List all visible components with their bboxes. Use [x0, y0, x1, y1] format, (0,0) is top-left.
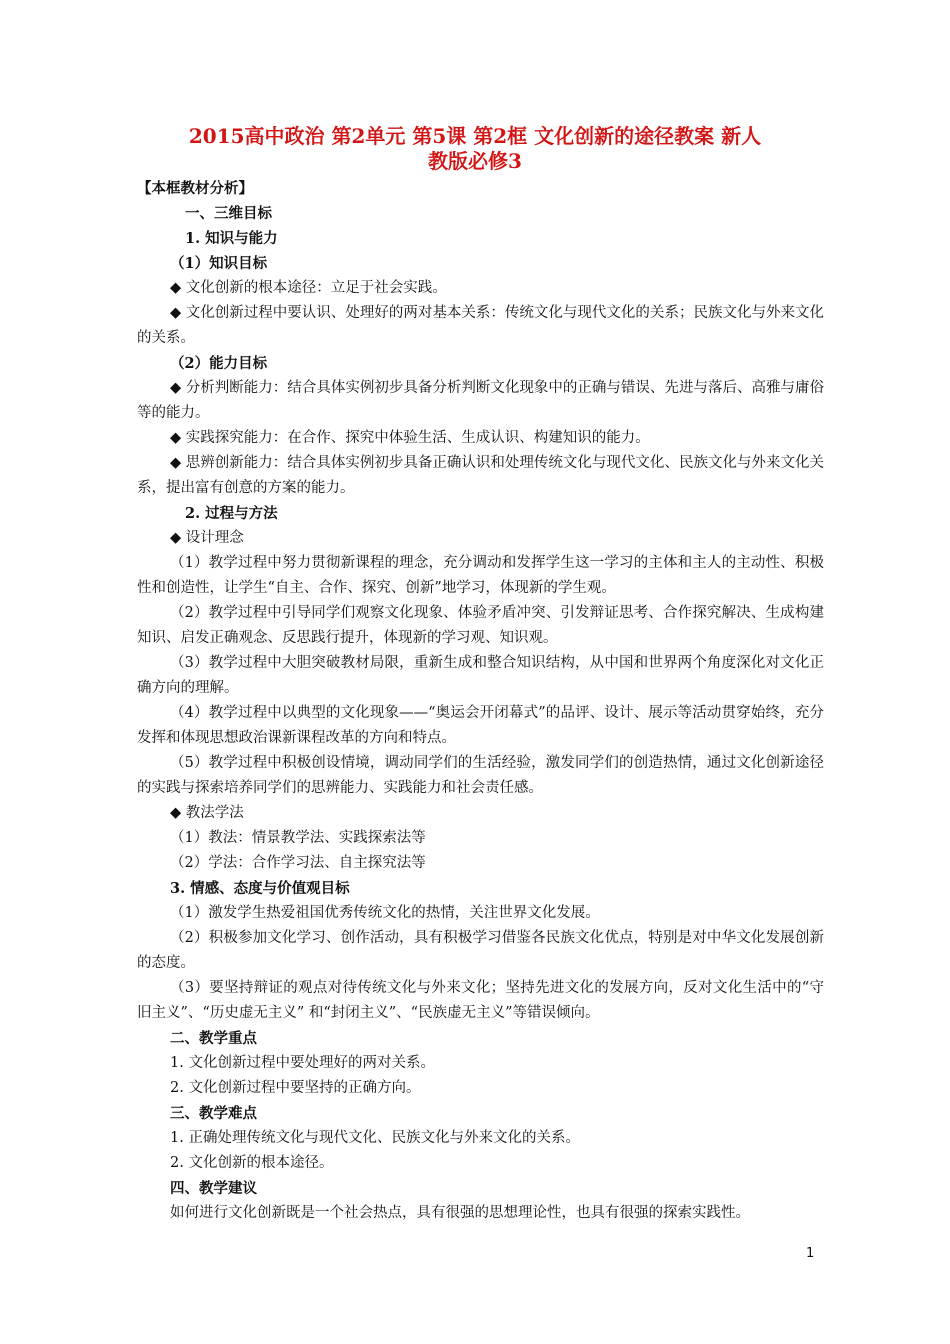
body-paragraph: 1. 正确处理传统文化与现代文化、民族文化与外来文化的关系。 — [170, 1130, 580, 1146]
body-paragraph: （2）积极参加文化学习、创作活动，具有积极学习借鉴各民族文化优点，特别是对中华文化发展创新的态度。 — [137, 930, 824, 971]
body-paragraph: ◆ 文化创新的根本途径：立足于社会实践。 — [170, 280, 447, 296]
body-paragraph: 1. 文化创新过程中要处理好的两对关系。 — [170, 1055, 435, 1071]
body-paragraph: （3）教学过程中大胆突破教材局限，重新生成和整合知识结构，从中国和世界两个角度深化对文化正确方向的理解。 — [137, 655, 824, 696]
section-heading: （1）知识目标 — [170, 255, 268, 272]
body-paragraph: （4）教学过程中以典型的文化现象——“奥运会开闭幕式”的品评、设计、展示等活动贯穿始终，充分发挥和体现思想政治课新课程改革的方向和特点。 — [137, 705, 824, 746]
section-heading: 【本框教材分析】 — [137, 180, 253, 197]
body-paragraph: ◆ 分析判断能力：结合具体实例初步具备分析判断文化现象中的正确与错误、先进与落后、高雅与庸俗等的能力。 — [137, 380, 824, 421]
body-paragraph: 如何进行文化创新既是一个社会热点，具有很强的思想理论性，也具有很强的探索实践性。 — [170, 1205, 750, 1221]
body-paragraph: ◆ 设计理念 — [170, 530, 244, 546]
page-number: 1 — [806, 1246, 815, 1261]
section-heading: 1. 知识与能力 — [185, 230, 278, 247]
body-paragraph: （2）教学过程中引导同学们观察文化现象、体验矛盾冲突、引发辩证思考、合作探究解决、生成构建知识、启发正确观念、反思践行提升，体现新的学习观、知识观。 — [137, 605, 824, 646]
section-heading: 3. 情感、态度与价值观目标 — [170, 880, 350, 897]
body-paragraph: ◆ 文化创新过程中要认识、处理好的两对基本关系：传统文化与现代文化的关系；民族文化与外来文化的关系。 — [137, 305, 824, 346]
document-body — [137, 176, 824, 1226]
section-heading: 三、教学难点 — [170, 1105, 257, 1122]
document-title — [120, 124, 830, 174]
section-heading: 一、三维目标 — [185, 205, 272, 222]
body-paragraph: 2. 文化创新的根本途径。 — [170, 1155, 334, 1171]
section-heading: 2. 过程与方法 — [185, 505, 278, 522]
body-paragraph: （2）学法：合作学习法、自主探究法等 — [170, 855, 426, 871]
body-paragraph: （1）教学过程中努力贯彻新课程的理念，充分调动和发挥学生这一学习的主体和主人的主动性、积极性和创造性，让学生“自主、合作、探究、创新”地学习，体现新的学生观。 — [137, 555, 824, 596]
body-paragraph: 2. 文化创新过程中要坚持的正确方向。 — [170, 1080, 421, 1096]
section-heading: 二、教学重点 — [170, 1030, 257, 1047]
body-paragraph: （1）激发学生热爱祖国优秀传统文化的热情，关注世界文化发展。 — [170, 905, 600, 921]
body-paragraph: ◆ 教法学法 — [170, 805, 244, 821]
section-heading: （2）能力目标 — [170, 355, 268, 372]
body-paragraph: （5）教学过程中积极创设情境，调动同学们的生活经验，激发同学们的创造热情，通过文化创新途径的实践与探索培养同学们的思辨能力、实践能力和社会责任感。 — [137, 755, 824, 796]
body-paragraph: （3）要坚持辩证的观点对待传统文化与外来文化；坚持先进文化的发展方向，反对文化生活中的“守旧主义”、“历史虚无主义” 和“封闭主义”、“民族虚无主义”等错误倾向。 — [137, 980, 824, 1021]
section-heading: 四、教学建议 — [170, 1180, 257, 1197]
body-paragraph: ◆ 思辨创新能力：结合具体实例初步具备正确认识和处理传统文化与现代文化、民族文化与外来文化关系，提出富有创意的方案的能力。 — [137, 455, 824, 496]
title-line-1: 2015高中政治 第2单元 第5课 第2框 文化创新的途径教案 新人 — [188, 124, 762, 148]
body-paragraph: （1）教法：情景教学法、实践探索法等 — [170, 830, 426, 846]
body-paragraph: ◆ 实践探究能力：在合作、探究中体验生活、生成认识、构建知识的能力。 — [170, 430, 650, 446]
title-line-2: 教版必修3 — [428, 149, 522, 173]
